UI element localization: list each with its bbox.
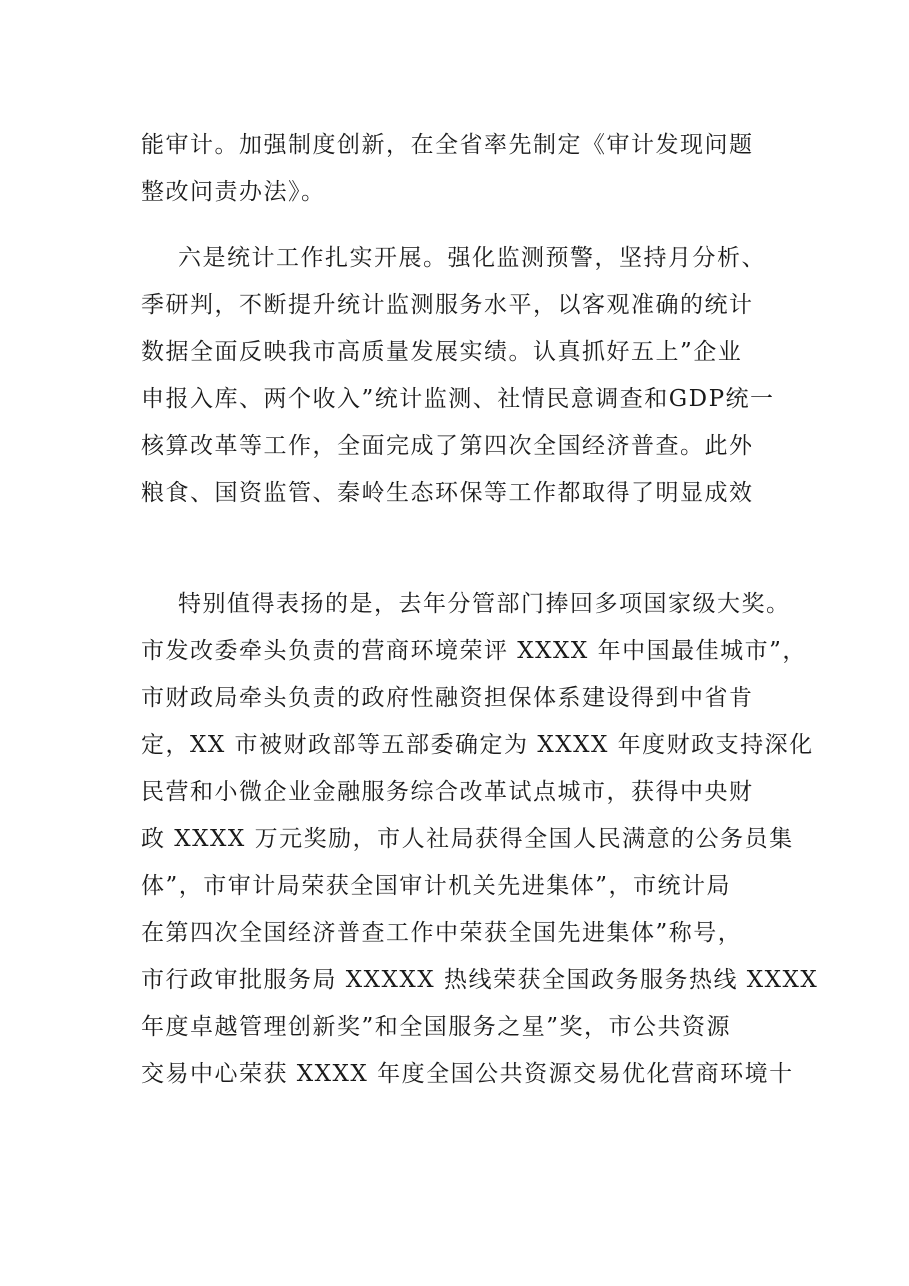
paragraph-3-line-3: 市财政局牵头负责的政府性融资担保体系建设得到中省肯 [141, 685, 754, 711]
paragraph-3-line-1: 特别值得表扬的是，去年分管部门捧回多项国家级大奖。 [178, 591, 791, 617]
paragraph-3-line-4: 定，XX 市被财政部等五部委确定为 XXXX 年度财政支持深化 [141, 732, 814, 758]
paragraph-3-line-8: 在第四次全国经济普查工作中荣获全国先进集体”称号， [141, 920, 743, 946]
paragraph-3-line-9: 市行政审批服务局 XXXXX 热线荣获全国政务服务热线 XXXX [141, 967, 819, 993]
paragraph-1-line-1: 能审计。加强制度创新，在全省率先制定《审计发现问题 [141, 132, 754, 158]
paragraph-3-line-2: 市发改委牵头负责的营商环境荣评 XXXX 年中国最佳城市”， [141, 638, 807, 664]
paragraph-2-line-5: 核算改革等工作，全面完成了第四次全国经济普查。此外 [141, 433, 754, 459]
paragraph-1-line-2: 整改问责办法》。 [141, 179, 326, 205]
paragraph-2-line-1: 六是统计工作扎实开展。强化监测预警，坚持月分析、 [178, 245, 766, 271]
paragraph-3-line-6: 政 XXXX 万元奖励，市人社局获得全国人民满意的公务员集 [141, 826, 794, 852]
paragraph-2-line-2: 季研判，不断提升统计监测服务水平，以客观准确的统计 [141, 292, 754, 318]
paragraph-3-line-5: 民营和小微企业金融服务综合改革试点城市，获得中央财 [141, 779, 754, 805]
paragraph-2-line-6: 粮食、国资监管、秦岭生态环保等工作都取得了明显成效 [141, 480, 754, 506]
paragraph-2-line-3: 数据全面反映我市高质量发展实绩。认真抓好五上”企业 [141, 339, 743, 365]
paragraph-3-line-10: 年度卓越管理创新奖”和全国服务之星”奖，市公共资源 [141, 1014, 732, 1040]
paragraph-2-line-4: 申报入库、两个收入”统计监测、社情民意调查和GDP统一 [141, 386, 775, 412]
paragraph-3-line-11: 交易中心荣获 XXXX 年度全国公共资源交易优化营商环境十 [141, 1061, 794, 1087]
paragraph-3-line-7: 体”，市审计局荣获全国审计机关先进集体”，市统计局 [141, 873, 732, 899]
